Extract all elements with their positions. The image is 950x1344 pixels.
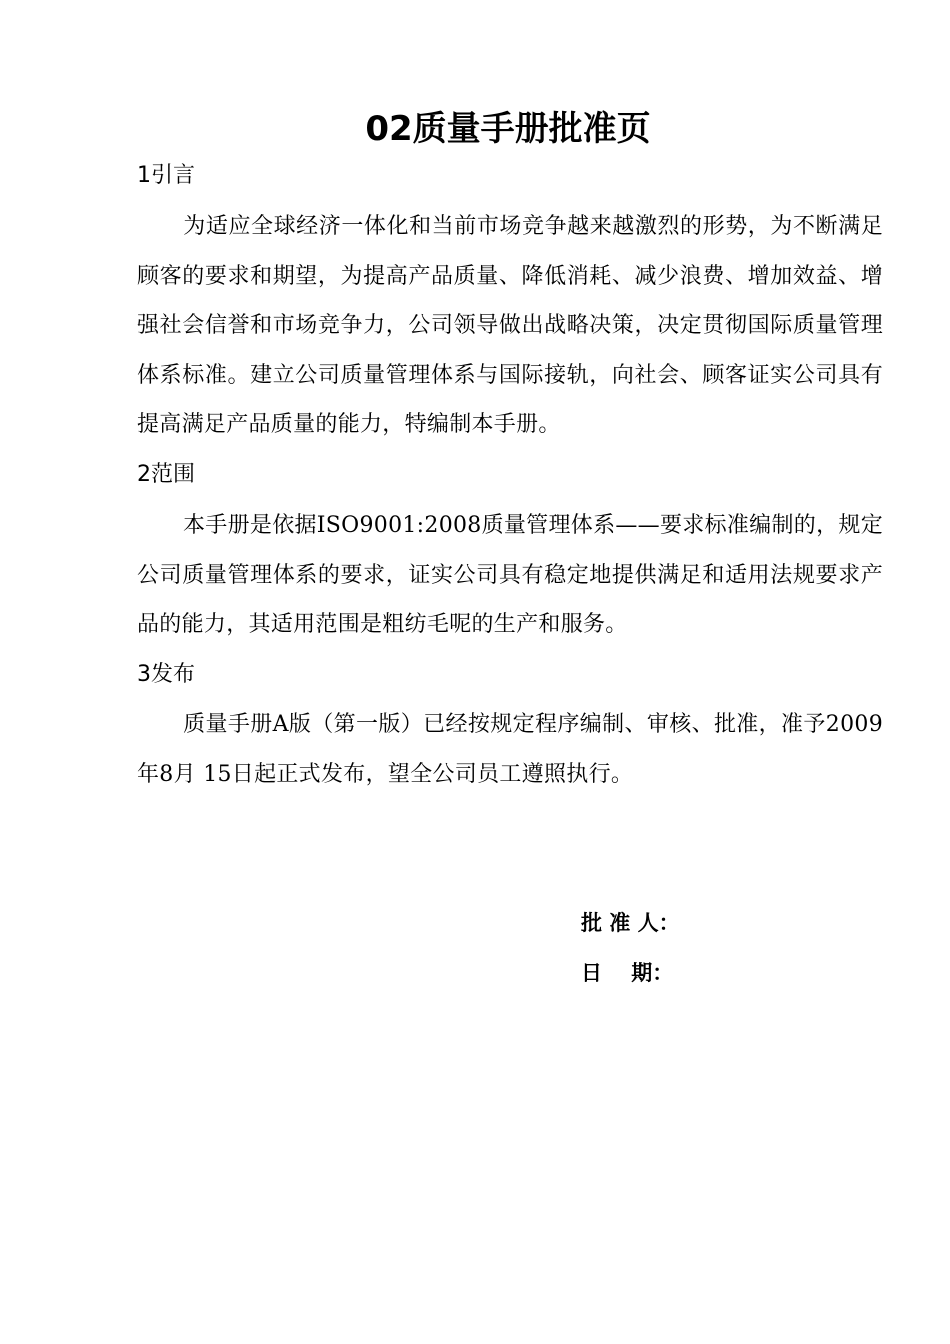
section-body-release: 质量手册A版（第一版）已经按规定程序编制、审核、批准，准予2009年8月 15日起正式发布，望全公司员工遵照执行。 [137,712,883,787]
section-body-scope: 本手册是依据ISO9001:2008质量管理体系——要求标准编制的，规定公司质量管理体系的要求，证实公司具有稳定地提供满足和适用法规要求产品的能力，其适用范围是粗纺毛呢的生产和服务。 [137,513,883,637]
section-heading-scope: 2范围 [137,462,195,487]
section-heading-release: 3发布 [137,662,195,687]
date-label: 日 期： [581,961,674,985]
section-heading-introduction: 1引言 [137,163,195,188]
section-body-introduction: 为适应全球经济一体化和当前市场竞争越来越激烈的形势，为不断满足顾客的要求和期望，为提高产品质量、降低消耗、减少浪费、增加效益、增强社会信誉和市场竞争力，公司领导做出战略决策，决定贯彻国际质量管理体系标准。建立公司质量管理体系与国际接轨，向社会、顾客证实公司具有提高满足产品质量的能力，特编制本手册。 [137,214,883,437]
approver-label: 批 准 人： [581,911,680,935]
page-title: 02质量手册批准页 [365,109,651,149]
